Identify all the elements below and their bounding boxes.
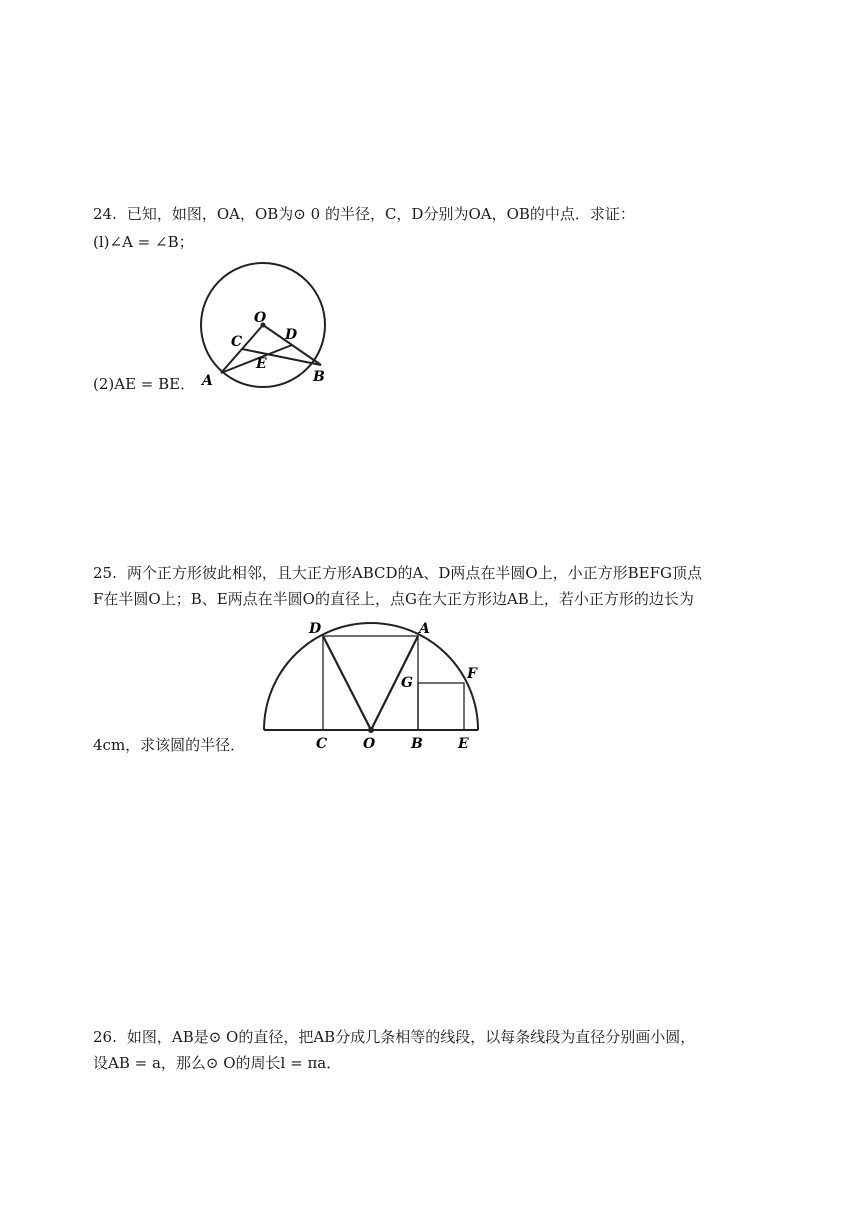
q24-label-d: D bbox=[285, 327, 298, 343]
q24-label-c: C bbox=[231, 334, 243, 350]
q24-circle-figure bbox=[196, 258, 336, 396]
q24-label-o: O bbox=[254, 310, 267, 326]
q24-label-a: A bbox=[202, 373, 213, 389]
q25-label-d: D bbox=[309, 621, 322, 637]
q24-text: 已知，如图，OA，OB为⊙ 0 的半径，C，D分别为OA，OB的中点．求证： bbox=[126, 205, 635, 223]
q25-label-a: A bbox=[419, 621, 430, 637]
q25-text-line-3: 4cm，求该圆的半径． bbox=[93, 736, 246, 754]
q25-semicircle-figure bbox=[258, 614, 488, 756]
q25-text-line-2: F在半圆O上；B、E两点在半圆O的直径上，点G在大正方形边AB上，若小正方形的边长为 bbox=[93, 590, 694, 608]
q25-text-line-1 bbox=[93, 563, 702, 583]
q26-text-1: 如图，AB是⊙ O的直径，把AB分成几条相等的线段，以每条线段为直径分别画小圆， bbox=[126, 1028, 696, 1046]
q24-text-line-1 bbox=[93, 204, 635, 224]
q25-label-c: C bbox=[316, 736, 328, 752]
q24-part-2: (2)AE = BE． bbox=[93, 375, 196, 393]
q24-number: 24. bbox=[93, 205, 117, 223]
q25-label-g: G bbox=[401, 675, 413, 691]
q25-label-e: E bbox=[458, 736, 469, 752]
q25-label-o: O bbox=[363, 736, 376, 752]
q24-part-1: (l)∠A = ∠B； bbox=[93, 233, 194, 251]
q25-label-f: F bbox=[467, 666, 477, 682]
q24-label-b: B bbox=[313, 369, 325, 385]
q26-text-line-1 bbox=[93, 1027, 695, 1047]
q26-text-line-2: 设AB = a，那么⊙ O的周长l = πa． bbox=[93, 1054, 342, 1072]
q25-text-1: 两个正方形彼此相邻，且大正方形ABCD的A、D两点在半圆O上，小正方形BEFG顶点 bbox=[126, 564, 703, 582]
q26-number: 26. bbox=[93, 1028, 117, 1046]
q24-label-e: E bbox=[256, 356, 267, 372]
q25-number: 25. bbox=[93, 564, 117, 582]
q25-label-b: B bbox=[411, 736, 423, 752]
